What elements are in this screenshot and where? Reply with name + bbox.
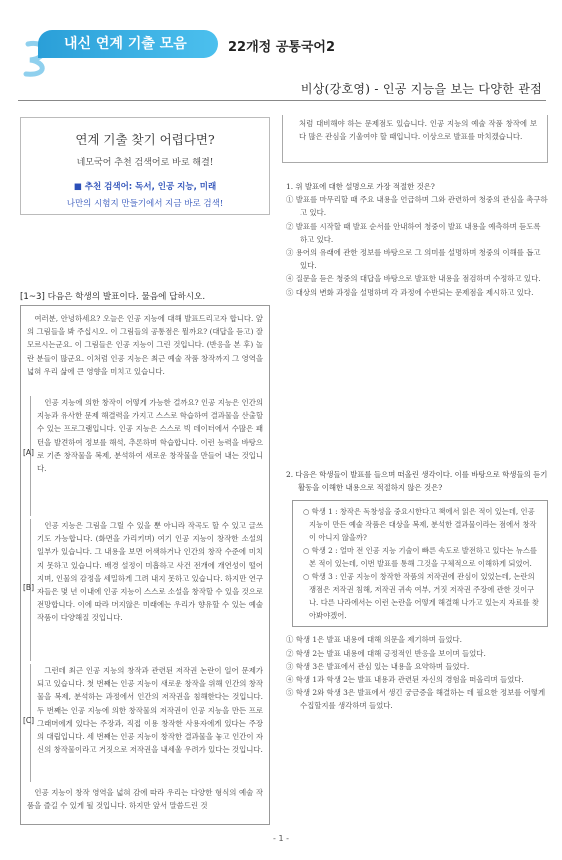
passage-outro-text: 인공 지능이 창작 영역을 넓혀 감에 따라 우리는 다양한 형식의 예술 작품을 즐길 수 있게 될 것입니다. 하지만 앞서 말씀드린 것: [27, 788, 263, 811]
question-2-option: ② 학생 2는 발표 내용에 대해 긍정적인 반응을 보이며 들었다.: [286, 648, 486, 658]
promo-cta: 나만의 시험지 만들기에서 지금 바로 검색!: [66, 199, 224, 209]
passage-section-b: [23, 519, 263, 661]
section-b-text: 인공 지능은 그림을 그릴 수 있을 뿐 아니라 작곡도 할 수 있고 글쓰기도 가능합니다. (화면을 가리키며) 여기 인공 지능이 창작한 소설의 일부가 있습니다. 그 내용을 보면 어색하거나 인간의 창작 수준에 미치지 못하고 있습니다. 배경 설정이 미흡하고 사건 전개에 개연성이 떨어지며, 인물의 감정을 세밀하게 그려 내지 못하고 있습니다. 하지만 연구자들은 몇 년 이내에 인공 지능이 스스로 소설을 창작할 수 있을 것으로 전망합니다. 이에 따라 머지않은 미래에는 우리가 향유할 수 있는 예술 작품이 다양해질 것입니다.: [37, 521, 263, 623]
header-banner: 내신 연계 기출 모음: [38, 30, 218, 58]
section-b-label: [B]: [23, 583, 34, 592]
header-divider: [18, 100, 546, 101]
section-c-text: 그런데 최근 인공 지능의 창작과 관련된 저작권 논란이 일어 문제가 되고 있습니다. 첫 번째는 인공 지능이 새로운 창작을 위해 인간의 창작물을 복제, 분석하는 과정에서 인간의 저작권을 침해한다는 것입니다. 두 번째는 인공 지능에 의한 창작물의 저작권이 인공 지능을 만든 프로그래머에게 있다는 주장과, 직접 이용 창작한 사용자에게 있다는 주장의 대립입니다. 세 번째는 인공 지능이 창작한 결과물을 놓고 인간이 자신의 창작물이라고 거짓으로 저작권을 내세울 우려가 있다는 것입니다.: [37, 666, 263, 755]
question-2-option: ④ 학생 1과 학생 2는 발표 내용과 관련된 자신의 경험을 떠올리며 들었다.: [286, 675, 524, 685]
promo-headline: 연계 기출 찾기 어렵다면?: [75, 132, 215, 147]
question-2-option: ① 학생 1은 발표 내용에 대해 의문을 제기하며 들었다.: [286, 635, 463, 645]
question-1-option: ④ 질문을 듣은 청중의 대답을 바탕으로 발표한 내용을 점검하며 수정하고 있다.: [286, 274, 541, 284]
page-title: 비상(강호영) - 인공 지능을 보는 다양한 관점: [300, 82, 542, 96]
passage-intro-text: 여러분, 안녕하세요? 오늘은 인공 지능에 대해 발표드리고자 합니다. 앞의 그림들을 봐 주십시오. 이 그림들의 공통점은 뭘까요? (대답을 듣고) 잘 모르시는군요. 이 그림들은 인공 지능이 그린 것입니다. (반응을 본 후) 놀란 분들이 많군요. 이처럼 인공 지능은 최근 예술 작품 창작까지 그 영역을 넓혀 우리 삶에 큰 영향을 미치고 있습니다.: [27, 314, 263, 376]
question-2-stem: 2. 다음은 학생들이 발표를 들으며 떠올린 생각이다. 이를 바탕으로 학생들의 듣기 활동을 이해한 내용으로 적절하지 않은 것은?: [286, 470, 548, 493]
passage-section-c: [23, 664, 263, 782]
course-name: 22개정 공통국어2: [228, 40, 336, 55]
question-2: [286, 468, 548, 713]
question-1-option: ③ 용어의 유래에 관한 정보를 바탕으로 그 의미를 설명하며 청중의 이해를 돕고 있다.: [286, 248, 541, 271]
page-number: - 1 -: [273, 834, 289, 843]
passage-intro: [27, 312, 263, 378]
question-2-option: ⑤ 학생 2와 학생 3은 발표에서 생긴 궁금증을 해결하는 데 필요한 정보를 어떻게 수집할지를 생각하며 들었다.: [286, 688, 546, 711]
question-1-option: ⑤ 대상의 변화 과정을 설명하며 각 과정에 수반되는 문제점을 제시하고 있다.: [286, 287, 534, 297]
section-a-text: 인공 지능에 의한 창작이 어떻게 가능한 걸까요? 인공 지능은 인간의 지능과 유사한 문제 해결력을 가지고 스스로 학습하여 결과물을 산출할 수 있는 프로그램입니다. 인공 지능은 스스로 빅 데이터에서 수많은 패턴을 발견하여 정보를 해석, 추론하며 학습합니다. 이런 능력을 바탕으로 기존 창작물을 복제, 분석하여 새로운 창작물을 만들어 내는 것입니다.: [37, 398, 263, 474]
section-a-label: [A]: [23, 448, 34, 457]
passage-box: [20, 305, 270, 825]
student-thought: ○ 학생 1 : 창작은 독창성을 중요시한다고 책에서 읽은 적이 있는데, 인공 지능이 만든 예술 작품은 대상을 복제, 분석한 결과물이라는 점에서 창작이 아니지 않을까?: [303, 507, 537, 543]
passage-outro: [27, 786, 263, 812]
question-1: [286, 180, 548, 299]
passage-section-a: [23, 396, 263, 516]
question-2-option: ③ 학생 3은 발표에서 관심 있는 내용을 요약하며 들었다.: [286, 661, 470, 671]
question-1-option: ② 발표를 시작할 때 발표 순서를 안내하여 청중이 발표 내용을 예측하며 듣도록 하고 있다.: [286, 221, 541, 244]
question-1-option: ① 발표를 마무리할 때 주요 내용을 언급하며 그와 관련하여 청중의 관심을 촉구하고 있다.: [286, 195, 548, 218]
student-thought: ○ 학생 2 : 얼마 전 인공 지능 기술이 빠른 속도로 발전하고 있다는 뉴스를 본 적이 있는데, 이번 발표를 통해 그것을 구체적으로 이해하게 되었어.: [303, 546, 537, 569]
question-1-stem: 1. 위 발표에 대한 설명으로 가장 적절한 것은?: [286, 182, 435, 191]
student-thought: ○ 학생 3 : 인공 지능이 창작한 작품의 저작권에 관심이 있었는데, 논란의 쟁점은 저작권 침해, 저작권 귀속 여부, 거짓 저작권 주장에 관한 것이구나. 다른 나라에서는 이런 논란을 어떻게 해결해 나가고 있는지 자료를 찾아봐야겠어.: [303, 572, 539, 621]
passage-continuation: 처럼 대비해야 하는 문제점도 있습니다. 인공 지능의 예술 작품 창작에 보다 많은 관심을 기울여야 할 때입니다. 이상으로 발표를 마치겠습니다.: [282, 115, 548, 163]
section-heading: [1~3] 다음은 학생의 발표이다. 물음에 답하시오.: [20, 292, 206, 302]
promo-subline: 네모국어 추천 검색어로 바로 해결!: [76, 158, 214, 168]
section-c-label: [C]: [23, 716, 35, 725]
search-promo-box: [20, 117, 270, 215]
promo-keywords: ■ 추천 검색어: 독서, 인공 지능, 미래: [73, 182, 217, 192]
student-thoughts-box: [292, 500, 548, 627]
